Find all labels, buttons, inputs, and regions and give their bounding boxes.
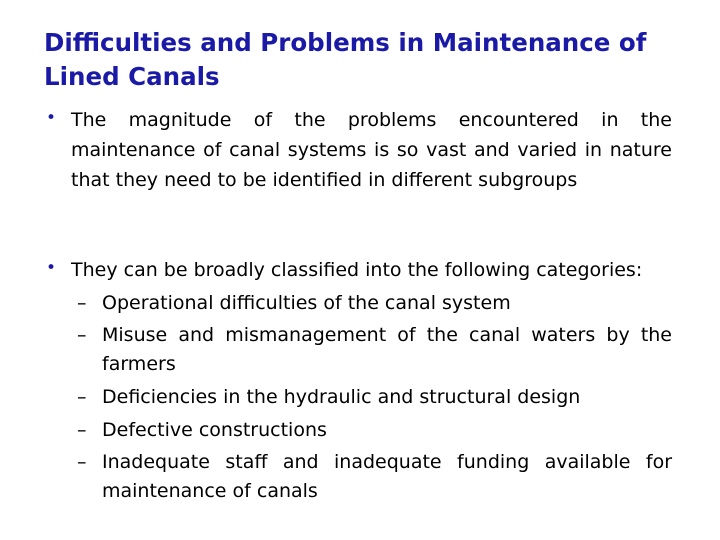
bullet-item bbox=[44, 255, 672, 506]
sub-bullet-text: Misuse and mismanagement of the canal waters by the farmers bbox=[102, 324, 672, 375]
sub-bullet-item bbox=[44, 288, 672, 318]
bullet-text: They can be broadly classified into the following categories: bbox=[71, 259, 643, 281]
dash-icon: – bbox=[77, 324, 87, 346]
sub-bullet-list bbox=[44, 288, 672, 506]
sub-bullet-item bbox=[44, 415, 672, 445]
sub-bullet-text: Defective constructions bbox=[102, 419, 327, 441]
sub-bullet-text: Deficiencies in the hydraulic and structural design bbox=[102, 386, 581, 408]
sub-bullet-item bbox=[44, 448, 672, 506]
bullet-icon: • bbox=[46, 108, 57, 128]
sub-bullet-item bbox=[44, 382, 672, 412]
dash-icon: – bbox=[77, 386, 87, 408]
dash-icon: – bbox=[77, 451, 87, 473]
sub-bullet-item bbox=[44, 321, 672, 379]
dash-icon: – bbox=[77, 419, 87, 441]
bullet-icon: • bbox=[46, 258, 57, 278]
sub-bullet-text: Inadequate staff and inadequate funding available for maintenance of canals bbox=[102, 451, 672, 502]
slide-title: Difficulties and Problems in Maintenance of Lined Canals bbox=[44, 28, 647, 91]
sub-bullet-text: Operational difficulties of the canal system bbox=[102, 292, 511, 314]
bullet-item bbox=[44, 105, 672, 195]
dash-icon: – bbox=[77, 292, 87, 314]
bullet-text: The magnitude of the problems encountered in the maintenance of canal systems is so vast and varied in nature that they need to be identified in different subgroups bbox=[71, 109, 672, 191]
